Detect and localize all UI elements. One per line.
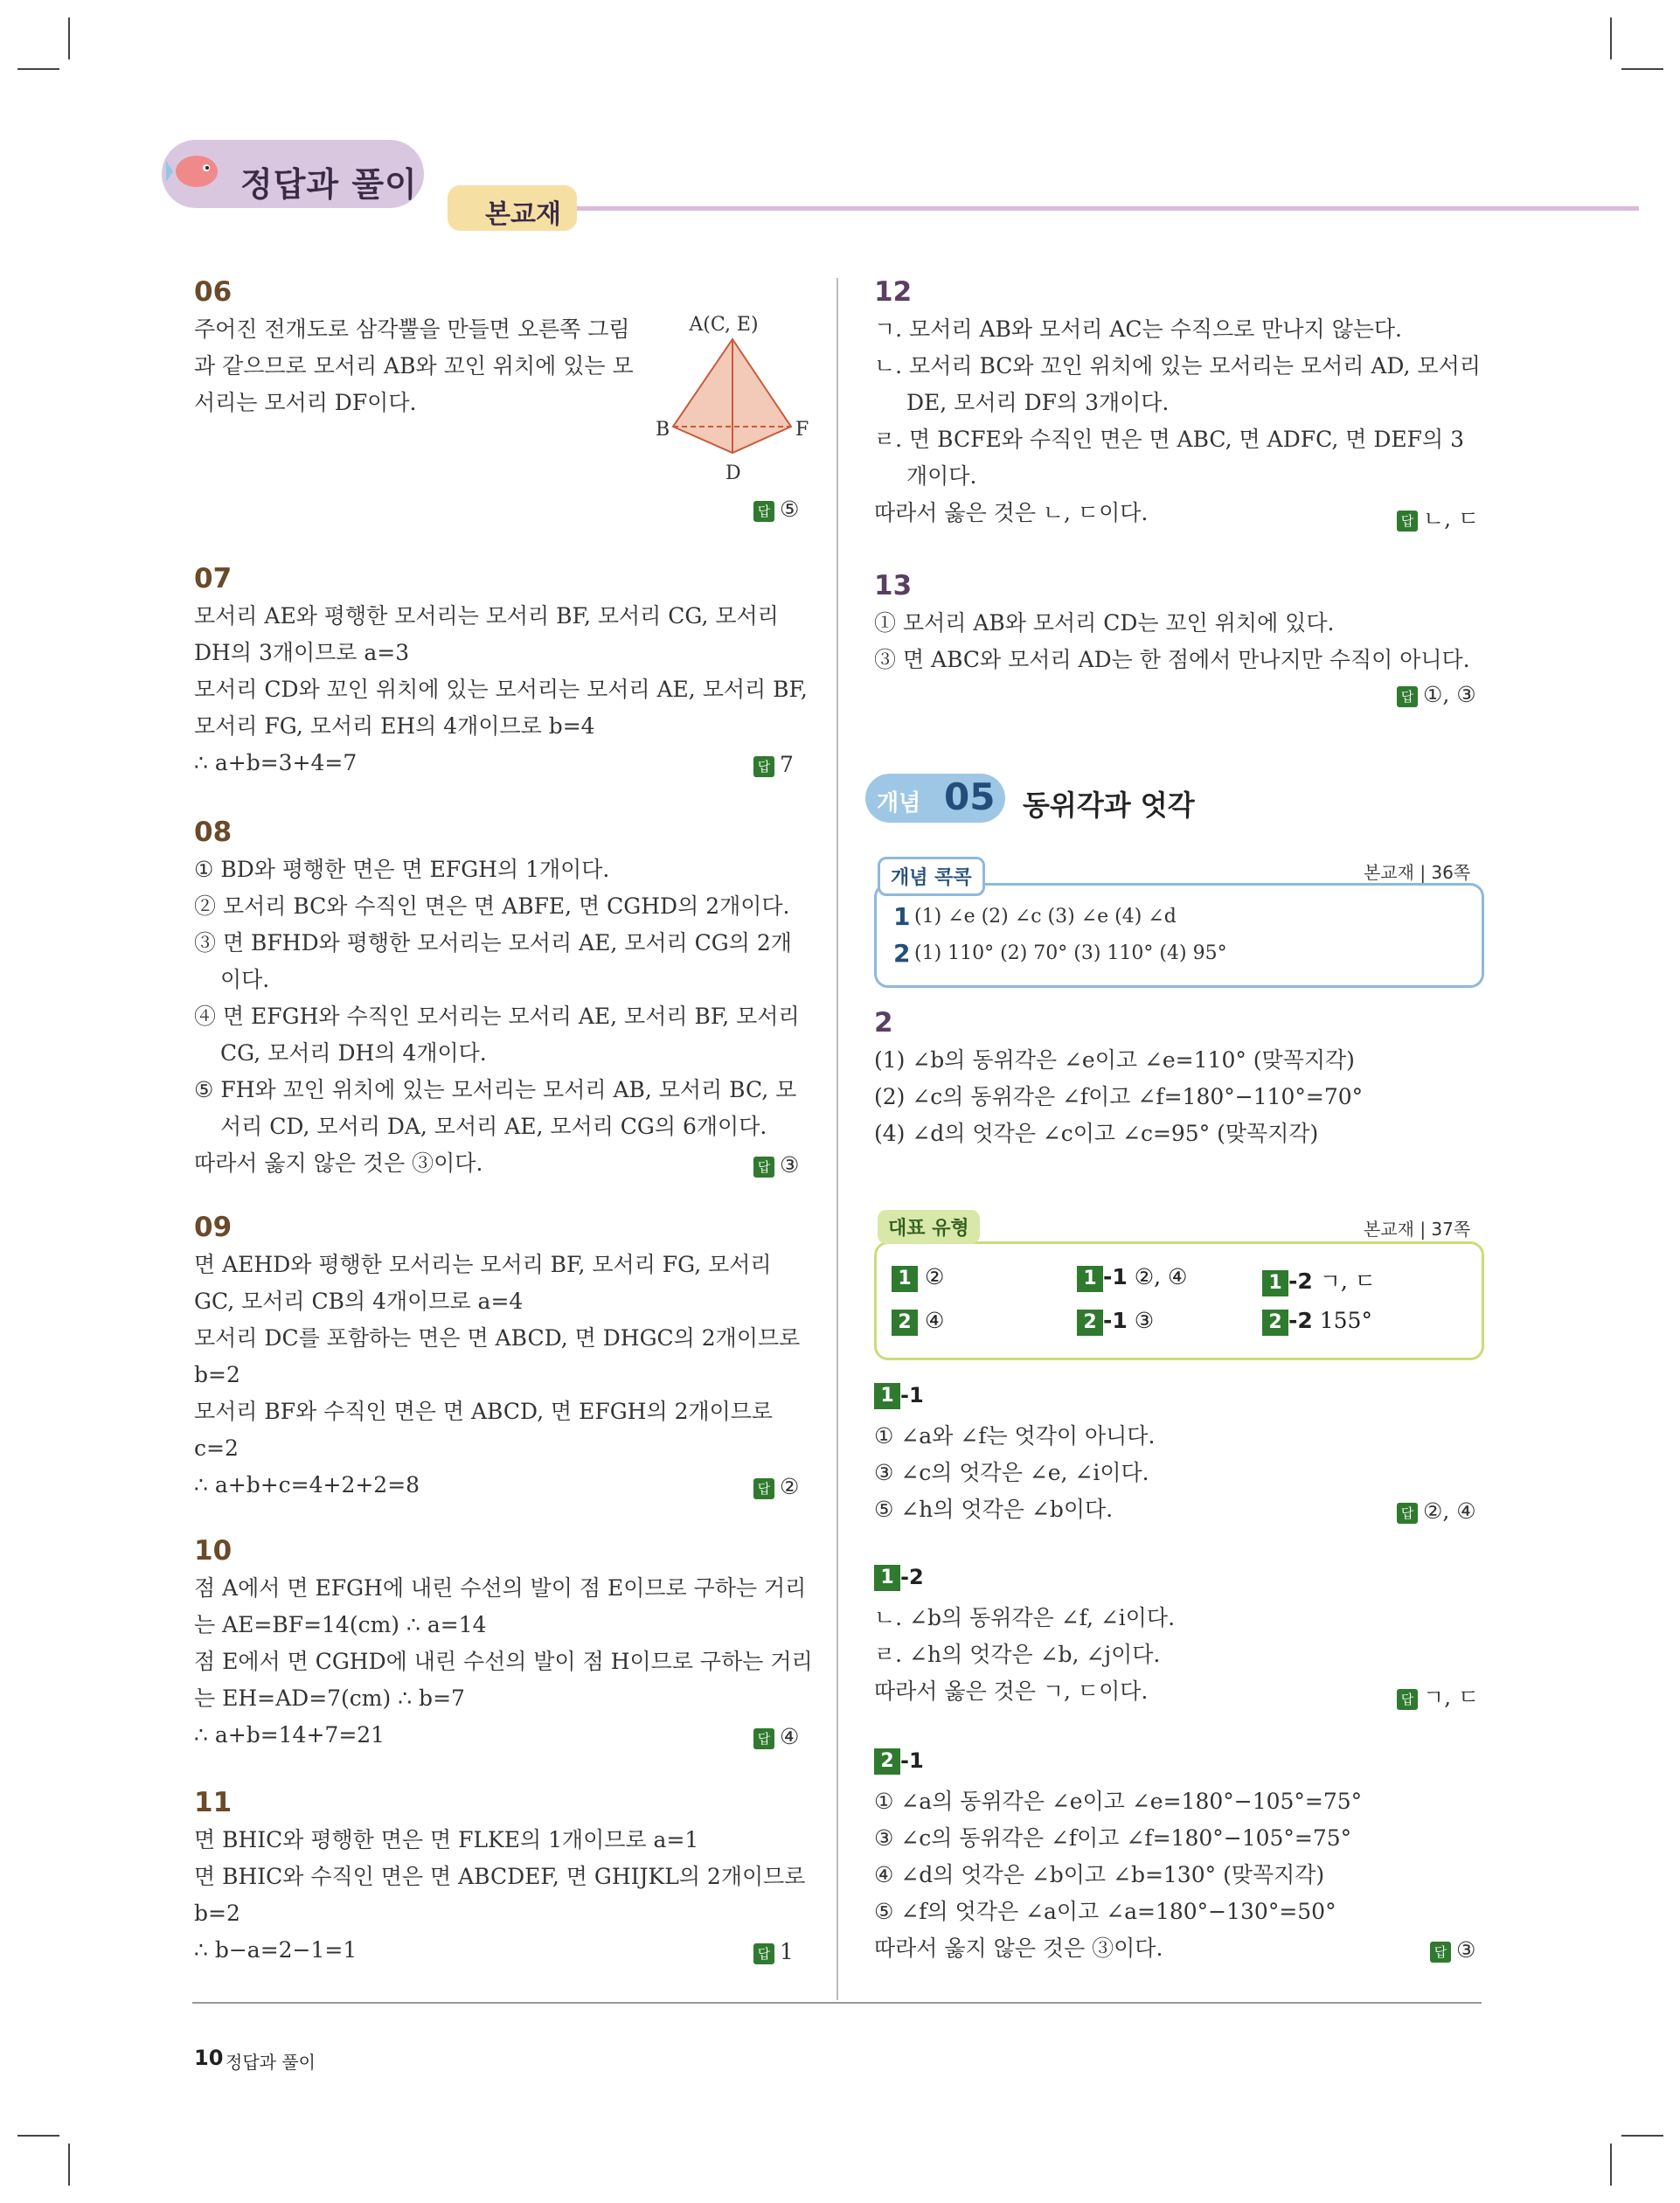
answer-mark-icon: 답 — [1397, 1689, 1418, 1710]
sub-problem-heading: 2 -1 — [874, 1748, 924, 1775]
problem-square-icon: 2 — [892, 1310, 918, 1336]
text-line: ② 모서리 BC와 수직인 면은 면 ABFE, 면 CGHD의 2개이다. — [194, 893, 790, 919]
text-line: ∴ b−a=2−1=1 — [194, 1937, 358, 1963]
answer-mark-icon: 답 — [1430, 1942, 1451, 1963]
answer-mark-icon: 답 — [753, 756, 774, 777]
text-line: GC, 모서리 CB의 4개이므로 a=4 — [194, 1289, 524, 1314]
text-line: 면 BHIC와 수직인 면은 면 ABCDEF, 면 GHIJKL의 2개이므로 — [194, 1864, 806, 1889]
text-line: ④ 면 EFGH와 수직인 모서리는 모서리 AE, 모서리 BF, 모서리 — [194, 1004, 800, 1029]
rep-item: 1 -1 ②, ④ — [1077, 1264, 1187, 1292]
text-line: 이다. — [220, 967, 270, 992]
text-line: 점 E에서 면 CGHD에 내린 수선의 발이 점 H이므로 구하는 거리 — [194, 1649, 813, 1674]
check-row: (1) 110° (2) 70° (3) 110° (4) 95° — [914, 942, 1227, 964]
header-tab-label: 본교재 — [485, 199, 561, 230]
text-line: ∴ a+b=14+7=21 — [194, 1722, 385, 1748]
answer: 답 ㄴ, ㄷ — [1397, 502, 1479, 533]
crop-mark — [68, 17, 70, 59]
text-line: ㄴ. ∠b의 동위각은 ∠f, ∠i이다. — [874, 1605, 1176, 1630]
column-divider — [837, 278, 838, 2000]
answer-mark-icon: 답 — [753, 501, 774, 522]
problem-number: 12 — [874, 276, 913, 308]
crop-mark — [1610, 17, 1612, 59]
text-line: 모서리 AE와 평행한 모서리는 모서리 BF, 모서리 CG, 모서리 — [194, 603, 779, 629]
answer: 답 ③ — [753, 1152, 799, 1178]
text-line: 는 EH=AD=7(cm) ∴ b=7 — [194, 1685, 465, 1711]
text-line: 따라서 옳은 것은 ㄱ, ㄷ이다. — [874, 1678, 1149, 1704]
answer: 답 ② — [753, 1474, 799, 1499]
problem-square-icon: 1 — [892, 1266, 918, 1292]
text-line: 면 BHIC와 평행한 면은 면 FLKE의 1개이므로 a=1 — [194, 1827, 699, 1852]
answer-mark-icon: 답 — [753, 1728, 774, 1749]
check-row-number: 1 — [893, 902, 911, 931]
fig-label-f: F — [795, 419, 809, 441]
problem-square-icon: 2 — [1077, 1310, 1103, 1336]
text-line: 모서리 FG, 모서리 EH의 4개이므로 b=4 — [194, 713, 595, 739]
crop-mark — [17, 68, 59, 70]
problem-square-icon: 1 — [874, 1383, 900, 1409]
text-line: ③ ∠c의 엇각은 ∠e, ∠i이다. — [874, 1460, 1149, 1485]
text-line: ③ ∠c의 동위각은 ∠f이고 ∠f=180°−105°=75° — [874, 1825, 1352, 1851]
text-line: b=2 — [194, 1901, 240, 1926]
crop-mark — [1621, 2135, 1663, 2137]
text-line: 주어진 전개도로 삼각뿔을 만들면 오른쪽 그림 — [194, 316, 630, 342]
text-line: (4) ∠d의 엇각은 ∠c이고 ∠c=95° (맞꼭지각) — [874, 1121, 1319, 1146]
problem-number: 2 — [874, 1007, 893, 1039]
rep-item: 2 -1 ③ — [1077, 1308, 1154, 1336]
text-line: ㄹ. ∠h의 엇각은 ∠b, ∠j이다. — [874, 1642, 1161, 1667]
text-line: ① 모서리 AB와 모서리 CD는 꼬인 위치에 있다. — [874, 610, 1335, 636]
sub-problem-heading: 1 -1 — [874, 1383, 924, 1409]
representative-types-box — [874, 1241, 1484, 1360]
text-line: (2) ∠c의 동위각은 ∠f이고 ∠f=180°−110°=70° — [874, 1084, 1364, 1109]
check-row-number: 2 — [893, 939, 911, 968]
pyramid-figure — [647, 313, 813, 488]
text-line: 모서리 BF와 수직인 면은 면 ABCD, 면 EFGH의 2개이므로 — [194, 1399, 774, 1424]
answer-mark-icon: 답 — [753, 1157, 774, 1178]
answer: 답 ④ — [753, 1724, 799, 1749]
problem-number: 09 — [194, 1212, 233, 1243]
text-line: DH의 3개이므로 a=3 — [194, 640, 410, 665]
problem-number: 06 — [194, 276, 233, 308]
problem-number: 10 — [194, 1535, 233, 1567]
text-line: CG, 모서리 DH의 4개이다. — [220, 1040, 487, 1066]
text-line: 서리 CD, 모서리 DA, 모서리 AE, 모서리 CG의 6개이다. — [220, 1114, 767, 1139]
answer-mark-icon: 답 — [1397, 511, 1418, 532]
text-line: b=2 — [194, 1362, 240, 1387]
crop-mark — [17, 2135, 59, 2137]
text-line: 면 AEHD와 평행한 모서리는 모서리 BF, 모서리 FG, 모서리 — [194, 1252, 772, 1277]
text-line: ③ 면 ABC와 모서리 AD는 한 점에서 만나지만 수직이 아니다. — [874, 647, 1470, 672]
text-line: ⑤ FH와 꼬인 위치에 있는 모서리는 모서리 AB, 모서리 BC, 모 — [194, 1077, 797, 1102]
text-line: ③ 면 BFHD와 평행한 모서리는 모서리 AE, 모서리 CG의 2개 — [194, 930, 792, 956]
answer: 답 ②, ④ — [1397, 1498, 1476, 1524]
check-row: (1) ∠e (2) ∠c (3) ∠e (4) ∠d — [914, 906, 1177, 928]
answer-mark-icon: 답 — [1397, 1503, 1418, 1524]
text-line: 과 같으므로 모서리 AB와 꼬인 위치에 있는 모 — [194, 353, 634, 379]
answer: 답 1 — [753, 1939, 794, 1964]
problem-square-icon: 2 — [874, 1748, 900, 1775]
text-line: ⑤ ∠f의 엇각은 ∠a이고 ∠a=180°−130°=50° — [874, 1899, 1336, 1924]
crop-mark — [1610, 2144, 1612, 2186]
problem-number: 11 — [194, 1787, 233, 1818]
problem-number: 08 — [194, 817, 233, 848]
concept-check-tag: 개념 콕콕 — [878, 857, 985, 896]
problem-number: 13 — [874, 570, 913, 601]
text-line: 점 A에서 면 EFGH에 내린 수선의 발이 점 E이므로 구하는 거리 — [194, 1575, 807, 1601]
rep-item: 1 -2 ㄱ, ㄷ — [1262, 1264, 1376, 1296]
page-reference: 본교재 | 37쪽 — [1364, 1219, 1471, 1240]
rep-item: 2 -2 155° — [1262, 1308, 1372, 1336]
answer: 답 ③ — [1430, 1937, 1475, 1963]
answer-mark-icon: 답 — [753, 1943, 774, 1964]
text-line: 따라서 옳지 않은 것은 ③이다. — [194, 1150, 483, 1176]
text-line: ① ∠a와 ∠f는 엇각이 아니다. — [874, 1423, 1156, 1449]
sub-problem-heading: 1 -2 — [874, 1565, 924, 1591]
text-line: 따라서 옳은 것은 ㄴ, ㄷ이다. — [874, 500, 1149, 525]
representative-types-tag: 대표 유형 — [878, 1210, 980, 1244]
text-line: 서리는 모서리 DF이다. — [194, 390, 417, 415]
concept-title: 동위각과 엇각 — [1023, 789, 1195, 822]
text-line: 개이다. — [906, 463, 977, 489]
fig-label-b: B — [656, 419, 670, 441]
problem-square-icon: 1 — [874, 1565, 900, 1591]
fig-label-top: A(C, E) — [689, 314, 759, 336]
footer-rule — [192, 2002, 1482, 2004]
fig-label-d: D — [725, 462, 741, 484]
footer-label: 정답과 풀이 — [226, 2052, 316, 2073]
rep-item: 1 ② — [892, 1264, 944, 1292]
text-line: 따라서 옳지 않은 것은 ③이다. — [874, 1935, 1163, 1961]
problem-square-icon: 2 — [1262, 1310, 1288, 1336]
answer-mark-icon: 답 — [753, 1478, 774, 1499]
text-line: ① BD와 평행한 면은 면 EFGH의 1개이다. — [194, 857, 610, 882]
text-line: 는 AE=BF=14(cm) ∴ a=14 — [194, 1612, 487, 1637]
answer: 답 7 — [753, 752, 794, 777]
text-line: ㄴ. 모서리 BC와 꼬인 위치에 있는 모서리는 모서리 AD, 모서리 — [874, 353, 1481, 379]
text-line: ㄱ. 모서리 AB와 모서리 AC는 수직으로 만나지 않는다. — [874, 316, 1402, 342]
answer-mark-icon: 답 — [1397, 686, 1418, 707]
answer: 답 ㄱ, ㄷ — [1397, 1680, 1479, 1712]
answer: 답 ⑤ — [753, 497, 799, 522]
header-rule — [559, 206, 1639, 211]
text-line: 모서리 DC를 포함하는 면은 면 ABCD, 면 DHGC의 2개이므로 — [194, 1325, 801, 1351]
text-line: ⑤ ∠h의 엇각은 ∠b이다. — [874, 1497, 1114, 1522]
problem-square-icon: 1 — [1262, 1270, 1288, 1296]
problem-square-icon: 1 — [1077, 1266, 1103, 1292]
text-line: ④ ∠d의 엇각은 ∠b이고 ∠b=130° (맞꼭지각) — [874, 1862, 1325, 1887]
crop-mark — [68, 2144, 70, 2186]
page-number: 10 — [194, 2046, 224, 2070]
text-line: DE, 모서리 DF의 3개이다. — [906, 390, 1170, 415]
concept-number: 05 — [944, 775, 996, 818]
text-line: ∴ a+b+c=4+2+2=8 — [194, 1472, 420, 1498]
header-title: 정답과 풀이 — [240, 165, 418, 204]
answer: 답 ①, ③ — [1397, 682, 1476, 707]
text-line: ∴ a+b=3+4=7 — [194, 750, 358, 775]
text-line: 모서리 CD와 꼬인 위치에 있는 모서리는 모서리 AE, 모서리 BF, — [194, 677, 808, 702]
crop-mark — [1621, 68, 1663, 70]
text-line: ① ∠a의 동위각은 ∠e이고 ∠e=180°−105°=75° — [874, 1789, 1363, 1814]
fish-mascot-icon — [166, 147, 227, 198]
text-line: ㄹ. 면 BCFE와 수직인 면은 면 ABC, 면 ADFC, 면 DEF의 3 — [874, 427, 1464, 452]
text-line: c=2 — [194, 1435, 239, 1461]
page-reference: 본교재 | 36쪽 — [1364, 862, 1471, 883]
problem-number: 07 — [194, 563, 233, 594]
concept-word: 개념 — [877, 790, 921, 817]
rep-item: 2 ④ — [892, 1308, 944, 1336]
text-line: (1) ∠b의 동위각은 ∠e이고 ∠e=110° (맞꼭지각) — [874, 1047, 1355, 1073]
